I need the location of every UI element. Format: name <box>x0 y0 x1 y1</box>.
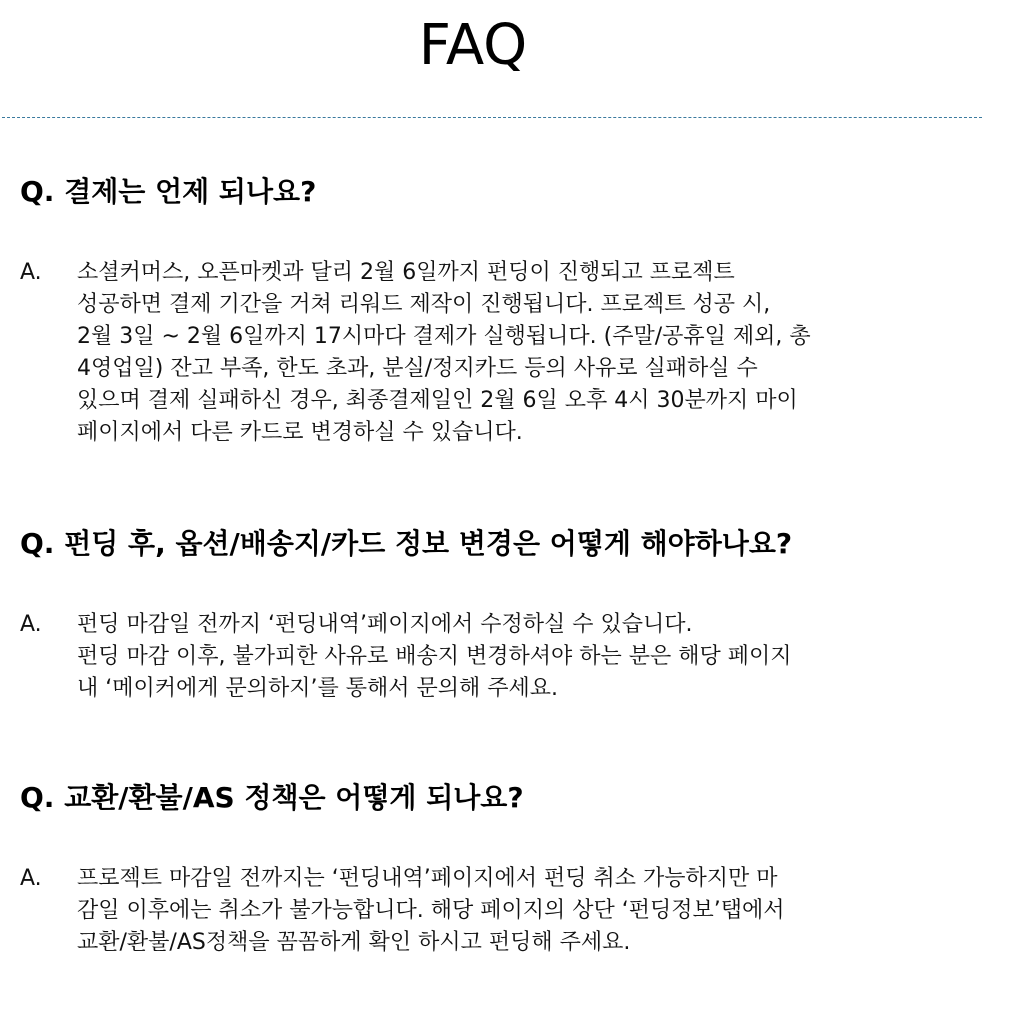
answer-line: 소셜커머스, 오픈마켓과 달리 2월 6일까지 펀딩이 진행되고 프로젝트 <box>77 260 735 285</box>
answer-line: 교환/환불/AS정책을 꼼꼼하게 확인 하시고 펀딩해 주세요. <box>77 930 631 955</box>
faq-question: Q. 펀딩 후, 옵션/배송지/카드 정보 변경은 어떻게 해야하나요? <box>20 527 793 560</box>
answer-text <box>77 609 1007 705</box>
answer-marker: A. <box>20 612 42 637</box>
answer-line: 펀딩 마감 이후, 불가피한 사유로 배송지 변경하셔야 하는 분은 해당 페이지 <box>77 644 792 669</box>
answer-line: 페이지에서 다른 카드로 변경하실 수 있습니다. <box>77 420 523 445</box>
faq-item-payment <box>20 174 1000 445</box>
answer-marker: A. <box>20 260 42 285</box>
answer-marker: A. <box>20 866 42 891</box>
answer-line: 있으며 결제 실패하신 경우, 최종결제일인 2월 6일 오후 4시 30분까지 마이 <box>77 388 798 413</box>
page-title: FAQ <box>418 13 528 78</box>
faq-item-refund-policy <box>20 780 1000 955</box>
answer-line: 펀딩 마감일 전까지 ‘펀딩내역’페이지에서 수정하실 수 있습니다. <box>77 612 693 637</box>
answer-line: 성공하면 결제 기간을 거쳐 리워드 제작이 진행됩니다. 프로젝트 성공 시, <box>77 292 771 317</box>
faq-question: Q. 교환/환불/AS 정책은 어떻게 되나요? <box>20 781 524 814</box>
answer-line: 프로젝트 마감일 전까지는 ‘펀딩내역’페이지에서 펀딩 취소 가능하지만 마 <box>77 866 778 891</box>
faq-item-change-info <box>20 526 1000 701</box>
answer-line: 4영업일) 잔고 부족, 한도 초과, 분실/정지카드 등의 사유로 실패하실 수 <box>77 356 758 381</box>
answer-line: 내 ‘메이커에게 문의하지’를 통해서 문의해 주세요. <box>77 676 558 701</box>
answer-text <box>77 863 1007 959</box>
answer-line: 감일 이후에는 취소가 불가능합니다. 해당 페이지의 상단 ‘펀딩정보’탭에서 <box>77 898 785 923</box>
faq-question: Q. 결제는 언제 되나요? <box>20 175 317 208</box>
answer-line: 2월 3일 ~ 2월 6일까지 17시마다 결제가 실행됩니다. (주말/공휴일 제외, 총 <box>77 324 811 349</box>
dashed-divider <box>2 117 982 118</box>
answer-text <box>77 257 1007 449</box>
